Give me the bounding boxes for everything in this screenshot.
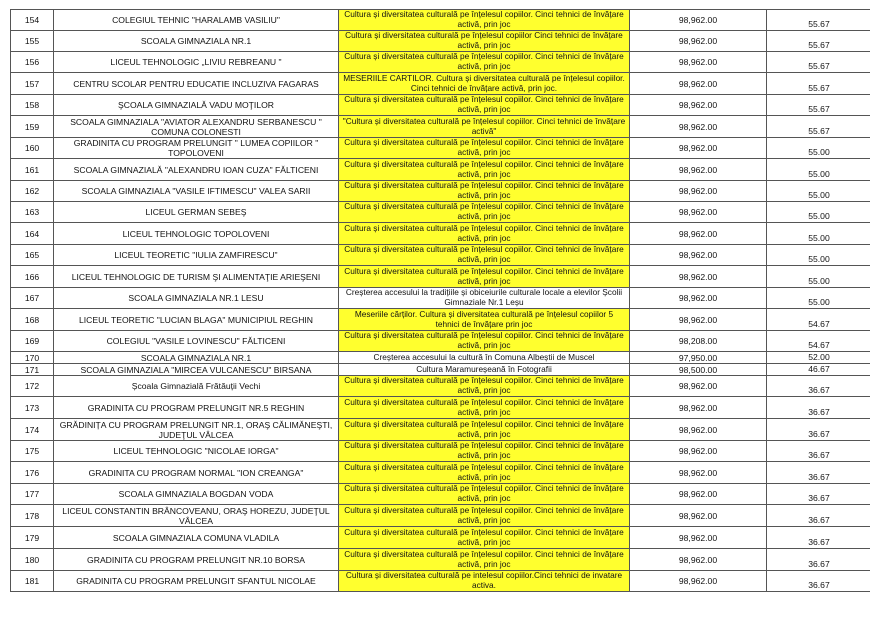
- project-title-cell: Cultura și diversitatea culturală pe înțelesul copiilor. Cinci tehnici de învățare activă, prin joc: [339, 95, 630, 116]
- row-number-cell: 159: [11, 116, 54, 138]
- school-name-cell: GRADINITA CU PROGRAM PRELUNGIT SFANTUL NICOLAE: [54, 571, 339, 592]
- ranking-table-body: [11, 10, 870, 592]
- project-title-cell: Cultura Maramureșeană în Fotografii: [339, 364, 630, 376]
- points-cell: 55.00: [767, 288, 870, 309]
- table-row: [11, 159, 870, 181]
- project-title-cell: Cultura și diversitatea culturală pe înțelesul copiilor. Cinci tehnici de învățare activă, prin joc: [339, 10, 630, 31]
- points-cell: 36.67: [767, 441, 870, 462]
- school-name-cell: SCOALA GIMNAZIALA "VASILE IFTIMESCU" VALEA SARII: [54, 181, 339, 202]
- amount-cell: 98,962.00: [630, 31, 767, 52]
- amount-cell: 98,962.00: [630, 10, 767, 31]
- table-row: [11, 73, 870, 95]
- table-row: [11, 364, 870, 376]
- amount-cell: 98,962.00: [630, 245, 767, 266]
- project-title-cell: Cultura și diversitatea culturală pe înțelesul copiilor. Cinci tehnici de învățare activă, prin joc: [339, 52, 630, 73]
- project-title-cell: Cultura și diversitatea culturală pe înțelesul copiilor. Cinci tehnici de învățare activă, prin joc: [339, 181, 630, 202]
- points-cell: 36.67: [767, 549, 870, 571]
- amount-cell: 98,962.00: [630, 223, 767, 245]
- amount-cell: 98,962.00: [630, 397, 767, 419]
- amount-cell: 98,962.00: [630, 505, 767, 527]
- amount-cell: 98,962.00: [630, 116, 767, 138]
- table-row: [11, 484, 870, 505]
- points-cell: 55.67: [767, 10, 870, 31]
- project-title-cell: Cultura și diversitatea culturală pe înțelesul copiilor. Cinci tehnici de învățare activă, prin joc: [339, 376, 630, 397]
- school-name-cell: Școala Gimnazială Frătăuții Vechi: [54, 376, 339, 397]
- amount-cell: 98,962.00: [630, 138, 767, 159]
- amount-cell: 98,962.00: [630, 159, 767, 181]
- table-row: [11, 116, 870, 138]
- table-row: [11, 181, 870, 202]
- project-title-cell: Cultura și diversitatea culturală pe înțelesul copiilor. Cinci tehnici de învățare activă, prin joc: [339, 505, 630, 527]
- row-number-cell: 173: [11, 397, 54, 419]
- school-name-cell: SCOALA GIMNAZIALA COMUNA VLADILA: [54, 527, 339, 549]
- project-title-cell: Cultura și diversitatea culturală pe înțelesul copiilor. Cinci tehnici de învățare activă, prin joc: [339, 138, 630, 159]
- amount-cell: 98,962.00: [630, 419, 767, 441]
- points-cell: 36.67: [767, 397, 870, 419]
- project-title-cell: Cultura și diversitatea culturală pe înțelesul copiilor Cinci tehnici de învățare activă, prin joc: [339, 31, 630, 52]
- row-number-cell: 180: [11, 549, 54, 571]
- row-number-cell: 174: [11, 419, 54, 441]
- amount-cell: 98,962.00: [630, 484, 767, 505]
- row-number-cell: 171: [11, 364, 54, 376]
- points-cell: 36.67: [767, 376, 870, 397]
- points-cell: 46.67: [767, 364, 870, 376]
- project-title-cell: Cultura și diversitatea culturală pe înțelesul copiilor. Cinci tehnici de învățare activă, prin joc: [339, 331, 630, 352]
- points-cell: 55.00: [767, 181, 870, 202]
- school-name-cell: SCOALA GIMNAZIALA NR.1: [54, 352, 339, 364]
- school-name-cell: GRADINITA CU PROGRAM PRELUNGIT NR.10 BORSA: [54, 549, 339, 571]
- school-name-cell: SCOALA GIMNAZIALA "AVIATOR ALEXANDRU SERBANESCU " COMUNA COLONESTI: [54, 116, 339, 138]
- project-title-cell: Cultura și diversitatea culturală pe înțelesul copiilor. Cinci tehnici de învățare activă, prin joc: [339, 549, 630, 571]
- project-title-cell: "Cultura și diversitatea culturală pe înțelesul copiilor. Cinci tehnici de învățare activă": [339, 116, 630, 138]
- school-name-cell: LICEUL TEHNOLOGIC TOPOLOVENI: [54, 223, 339, 245]
- row-number-cell: 163: [11, 202, 54, 223]
- amount-cell: 98,962.00: [630, 527, 767, 549]
- amount-cell: 98,500.00: [630, 364, 767, 376]
- project-title-cell: Cultura și diversitatea culturală pe înțelesul copiilor. Cinci tehnici de învățare activă, prin joc: [339, 484, 630, 505]
- points-cell: 55.67: [767, 73, 870, 95]
- amount-cell: 98,208.00: [630, 331, 767, 352]
- amount-cell: 98,962.00: [630, 181, 767, 202]
- points-cell: 55.00: [767, 245, 870, 266]
- table-row: [11, 527, 870, 549]
- project-title-cell: MESERIILE CARTILOR. Cultura și diversitatea culturală pe înțelesul copiilor. Cinci tehnici de învățare activă, prin joc.: [339, 73, 630, 95]
- row-number-cell: 169: [11, 331, 54, 352]
- row-number-cell: 164: [11, 223, 54, 245]
- project-title-cell: Cultura și diversitatea culturală pe înțelesul copiilor. Cinci tehnici de învățare activă, prin joc: [339, 266, 630, 288]
- table-row: [11, 397, 870, 419]
- table-row: [11, 52, 870, 73]
- row-number-cell: 165: [11, 245, 54, 266]
- school-name-cell: LICEUL TEORETIC "LUCIAN BLAGA" MUNICIPIUL REGHIN: [54, 309, 339, 331]
- row-number-cell: 158: [11, 95, 54, 116]
- table-row: [11, 288, 870, 309]
- table-row: [11, 31, 870, 52]
- amount-cell: 98,962.00: [630, 52, 767, 73]
- table-row: [11, 419, 870, 441]
- row-number-cell: 162: [11, 181, 54, 202]
- points-cell: 55.67: [767, 116, 870, 138]
- amount-cell: 98,962.00: [630, 376, 767, 397]
- table-row: [11, 331, 870, 352]
- amount-cell: 98,962.00: [630, 73, 767, 95]
- project-title-cell: Creșterea accesului la tradițiile și obiceiurile culturale locale a elevilor Școlii Gimnaziale Nr.1 Leșu: [339, 288, 630, 309]
- school-name-cell: LICEUL TEHNOLOGIC "NICOLAE IORGA": [54, 441, 339, 462]
- amount-cell: 98,962.00: [630, 571, 767, 592]
- points-cell: 36.67: [767, 527, 870, 549]
- project-title-cell: Cultura și diversitatea culturală pe înțelesul copiilor. Cinci tehnici de învățare activă, prin joc: [339, 159, 630, 181]
- points-cell: 55.00: [767, 159, 870, 181]
- points-cell: 36.67: [767, 484, 870, 505]
- amount-cell: 98,962.00: [630, 309, 767, 331]
- row-number-cell: 179: [11, 527, 54, 549]
- points-cell: 36.67: [767, 462, 870, 484]
- row-number-cell: 157: [11, 73, 54, 95]
- row-number-cell: 154: [11, 10, 54, 31]
- school-name-cell: CENTRU SCOLAR PENTRU EDUCATIE INCLUZIVA FAGARAS: [54, 73, 339, 95]
- school-name-cell: GRADINITA CU PROGRAM PRELUNGIT " LUMEA COPIILOR " TOPOLOVENI: [54, 138, 339, 159]
- points-cell: 55.67: [767, 95, 870, 116]
- school-name-cell: SCOALA GIMNAZIALA BOGDAN VODA: [54, 484, 339, 505]
- row-number-cell: 176: [11, 462, 54, 484]
- row-number-cell: 166: [11, 266, 54, 288]
- school-name-cell: LICEUL TEORETIC "IULIA ZAMFIRESCU": [54, 245, 339, 266]
- school-name-cell: GRĂDINIȚA CU PROGRAM PRELUNGIT NR.1, ORAŞ CĂLIMĂNEŞTI, JUDEŢUL VÂLCEA: [54, 419, 339, 441]
- project-title-cell: Cultura și diversitatea culturală pe intelesul copiilor.Cinci tehnici de invatare activa.: [339, 571, 630, 592]
- project-title-cell: Creșterea accesului la cultură în Comuna Albeștii de Muscel: [339, 352, 630, 364]
- table-row: [11, 202, 870, 223]
- amount-cell: 98,962.00: [630, 266, 767, 288]
- school-name-cell: SCOALA GIMNAZIALA "MIRCEA VULCANESCU" BIRSANA: [54, 364, 339, 376]
- table-row: [11, 309, 870, 331]
- table-row: [11, 571, 870, 592]
- row-number-cell: 168: [11, 309, 54, 331]
- school-name-cell: SCOALA GIMNAZIALĂ "ALEXANDRU IOAN CUZA" FĂLTICENI: [54, 159, 339, 181]
- amount-cell: 98,962.00: [630, 288, 767, 309]
- points-cell: 55.00: [767, 266, 870, 288]
- points-cell: 54.67: [767, 309, 870, 331]
- table-row: [11, 245, 870, 266]
- points-cell: 55.00: [767, 223, 870, 245]
- project-title-cell: Cultura și diversitatea culturală pe înțelesul copiilor. Cinci tehnici de învățare activă, prin joc: [339, 419, 630, 441]
- points-cell: 55.00: [767, 202, 870, 223]
- project-title-cell: Meseriile cărților. Cultura și diversitatea culturală pe înțelesul copiilor 5 tehnici de învățare prin joc: [339, 309, 630, 331]
- project-title-cell: Cultura și diversitatea culturală pe înțelesul copiilor. Cinci tehnici de învățare activă, prin joc: [339, 527, 630, 549]
- points-cell: 55.67: [767, 52, 870, 73]
- row-number-cell: 167: [11, 288, 54, 309]
- amount-cell: 98,962.00: [630, 95, 767, 116]
- school-name-cell: GRADINITA CU PROGRAM PRELUNGIT NR.5 REGHIN: [54, 397, 339, 419]
- row-number-cell: 156: [11, 52, 54, 73]
- points-cell: 54.67: [767, 331, 870, 352]
- project-title-cell: Cultura și diversitatea culturală pe înțelesul copiilor. Cinci tehnici de învățare activă, prin joc: [339, 462, 630, 484]
- table-row: [11, 223, 870, 245]
- school-name-cell: LICEUL CONSTANTIN BRÂNCOVEANU, ORAŞ HOREZU, JUDEŢUL VÂLCEA: [54, 505, 339, 527]
- table-row: [11, 462, 870, 484]
- amount-cell: 98,962.00: [630, 441, 767, 462]
- table-row: [11, 352, 870, 364]
- school-name-cell: COLEGIUL "VASILE LOVINESCU" FĂLTICENI: [54, 331, 339, 352]
- table-row: [11, 441, 870, 462]
- points-cell: 55.67: [767, 31, 870, 52]
- amount-cell: 98,962.00: [630, 202, 767, 223]
- row-number-cell: 178: [11, 505, 54, 527]
- amount-cell: 97,950.00: [630, 352, 767, 364]
- row-number-cell: 170: [11, 352, 54, 364]
- table-row: [11, 138, 870, 159]
- school-name-cell: LICEUL TEHNOLOGIC „LIVIU REBREANU ": [54, 52, 339, 73]
- row-number-cell: 172: [11, 376, 54, 397]
- school-name-cell: LICEUL GERMAN SEBEŞ: [54, 202, 339, 223]
- ranking-table: [10, 9, 870, 592]
- table-row: [11, 376, 870, 397]
- points-cell: 55.00: [767, 138, 870, 159]
- project-title-cell: Cultura și diversitatea culturală pe înțelesul copiilor. Cinci tehnici de învățare activă, prin joc: [339, 245, 630, 266]
- school-name-cell: GRADINITA CU PROGRAM NORMAL "ION CREANGA": [54, 462, 339, 484]
- project-title-cell: Cultura și diversitatea culturală pe înțelesul copiilor. Cinci tehnici de învățare activă, prin joc: [339, 223, 630, 245]
- table-row: [11, 266, 870, 288]
- school-name-cell: SCOALA GIMNAZIALA NR.1 LESU: [54, 288, 339, 309]
- table-row: [11, 549, 870, 571]
- points-cell: 36.67: [767, 505, 870, 527]
- amount-cell: 98,962.00: [630, 549, 767, 571]
- row-number-cell: 160: [11, 138, 54, 159]
- table-row: [11, 10, 870, 31]
- table-row: [11, 505, 870, 527]
- amount-cell: 98,962.00: [630, 462, 767, 484]
- points-cell: 36.67: [767, 571, 870, 592]
- table-row: [11, 95, 870, 116]
- points-cell: 52.00: [767, 352, 870, 364]
- results-document: [10, 9, 860, 592]
- school-name-cell: COLEGIUL TEHNIC "HARALAMB VASILIU": [54, 10, 339, 31]
- project-title-cell: Cultura și diversitatea culturală pe înțelesul copiilor. Cinci tehnici de învățare activă, prin joc: [339, 202, 630, 223]
- row-number-cell: 155: [11, 31, 54, 52]
- school-name-cell: LICEUL TEHNOLOGIC DE TURISM ŞI ALIMENTAŢIE ARIEŞENI: [54, 266, 339, 288]
- row-number-cell: 161: [11, 159, 54, 181]
- school-name-cell: ŞCOALA GIMNAZIALĂ VADU MOŢILOR: [54, 95, 339, 116]
- points-cell: 36.67: [767, 419, 870, 441]
- project-title-cell: Cultura și diversitatea culturală pe înțelesul copiilor. Cinci tehnici de învățare activă, prin joc: [339, 397, 630, 419]
- row-number-cell: 175: [11, 441, 54, 462]
- project-title-cell: Cultura și diversitatea culturală pe înțelesul copiilor. Cinci tehnici de învățare activă, prin joc: [339, 441, 630, 462]
- school-name-cell: SCOALA GIMNAZIALA NR.1: [54, 31, 339, 52]
- row-number-cell: 177: [11, 484, 54, 505]
- row-number-cell: 181: [11, 571, 54, 592]
